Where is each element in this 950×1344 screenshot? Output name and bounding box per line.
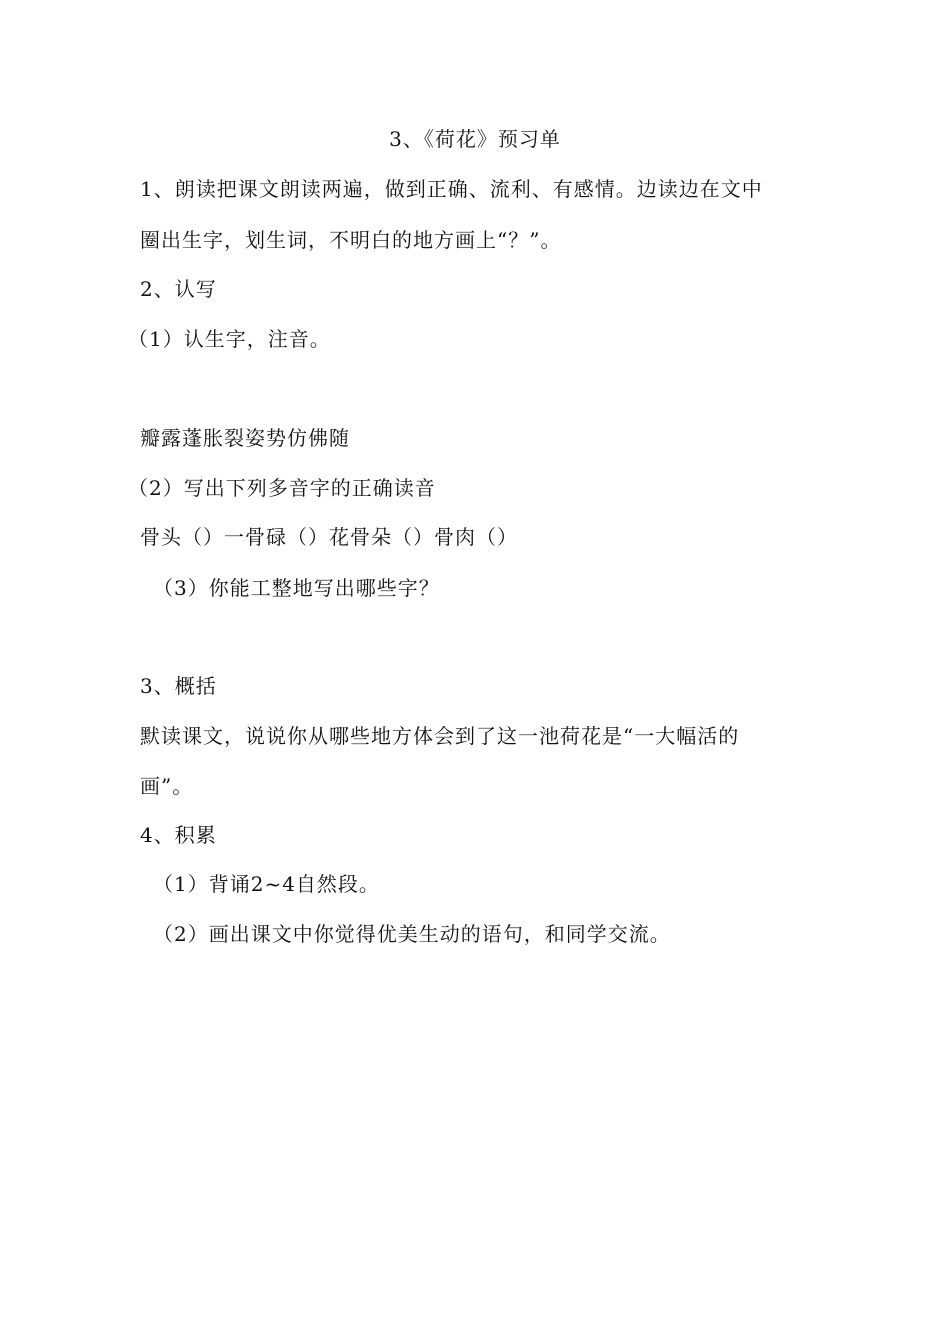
section4-item2: （2）画出课文中你觉得优美生动的语句，和同学交流。 (153, 922, 671, 946)
page-title: 3、《荷花》预习单 (389, 127, 561, 151)
section4-item1: （1）背诵2~4自然段。 (153, 872, 380, 896)
section2-heading: 2、认写 (140, 277, 217, 301)
section1-line2: 圈出生字，划生词，不明白的地方画上“？”。 (140, 228, 562, 252)
section3-line2: 画”。 (140, 774, 194, 798)
section3-heading: 3、概括 (140, 674, 217, 698)
section3-line1: 默读课文，说说你从哪些地方体会到了这一池荷花是“一大幅活的 (140, 724, 740, 748)
section2-polyphones: 骨头（）一骨碌（）花骨朵（）骨肉（） (140, 525, 518, 549)
section1-line1: 1、朗读把课文朗读两遍，做到正确、流利、有感情。边读边在文中 (140, 177, 763, 201)
section2-item3: （3）你能工整地写出哪些字？ (153, 576, 440, 600)
section2-characters: 瓣露蓬胀裂姿势仿佛随 (140, 426, 350, 450)
section4-heading: 4、积累 (140, 823, 217, 847)
section2-item1: （1）认生字，注音。 (128, 327, 331, 351)
section2-item2: （2）写出下列多音字的正确读音 (128, 476, 436, 500)
